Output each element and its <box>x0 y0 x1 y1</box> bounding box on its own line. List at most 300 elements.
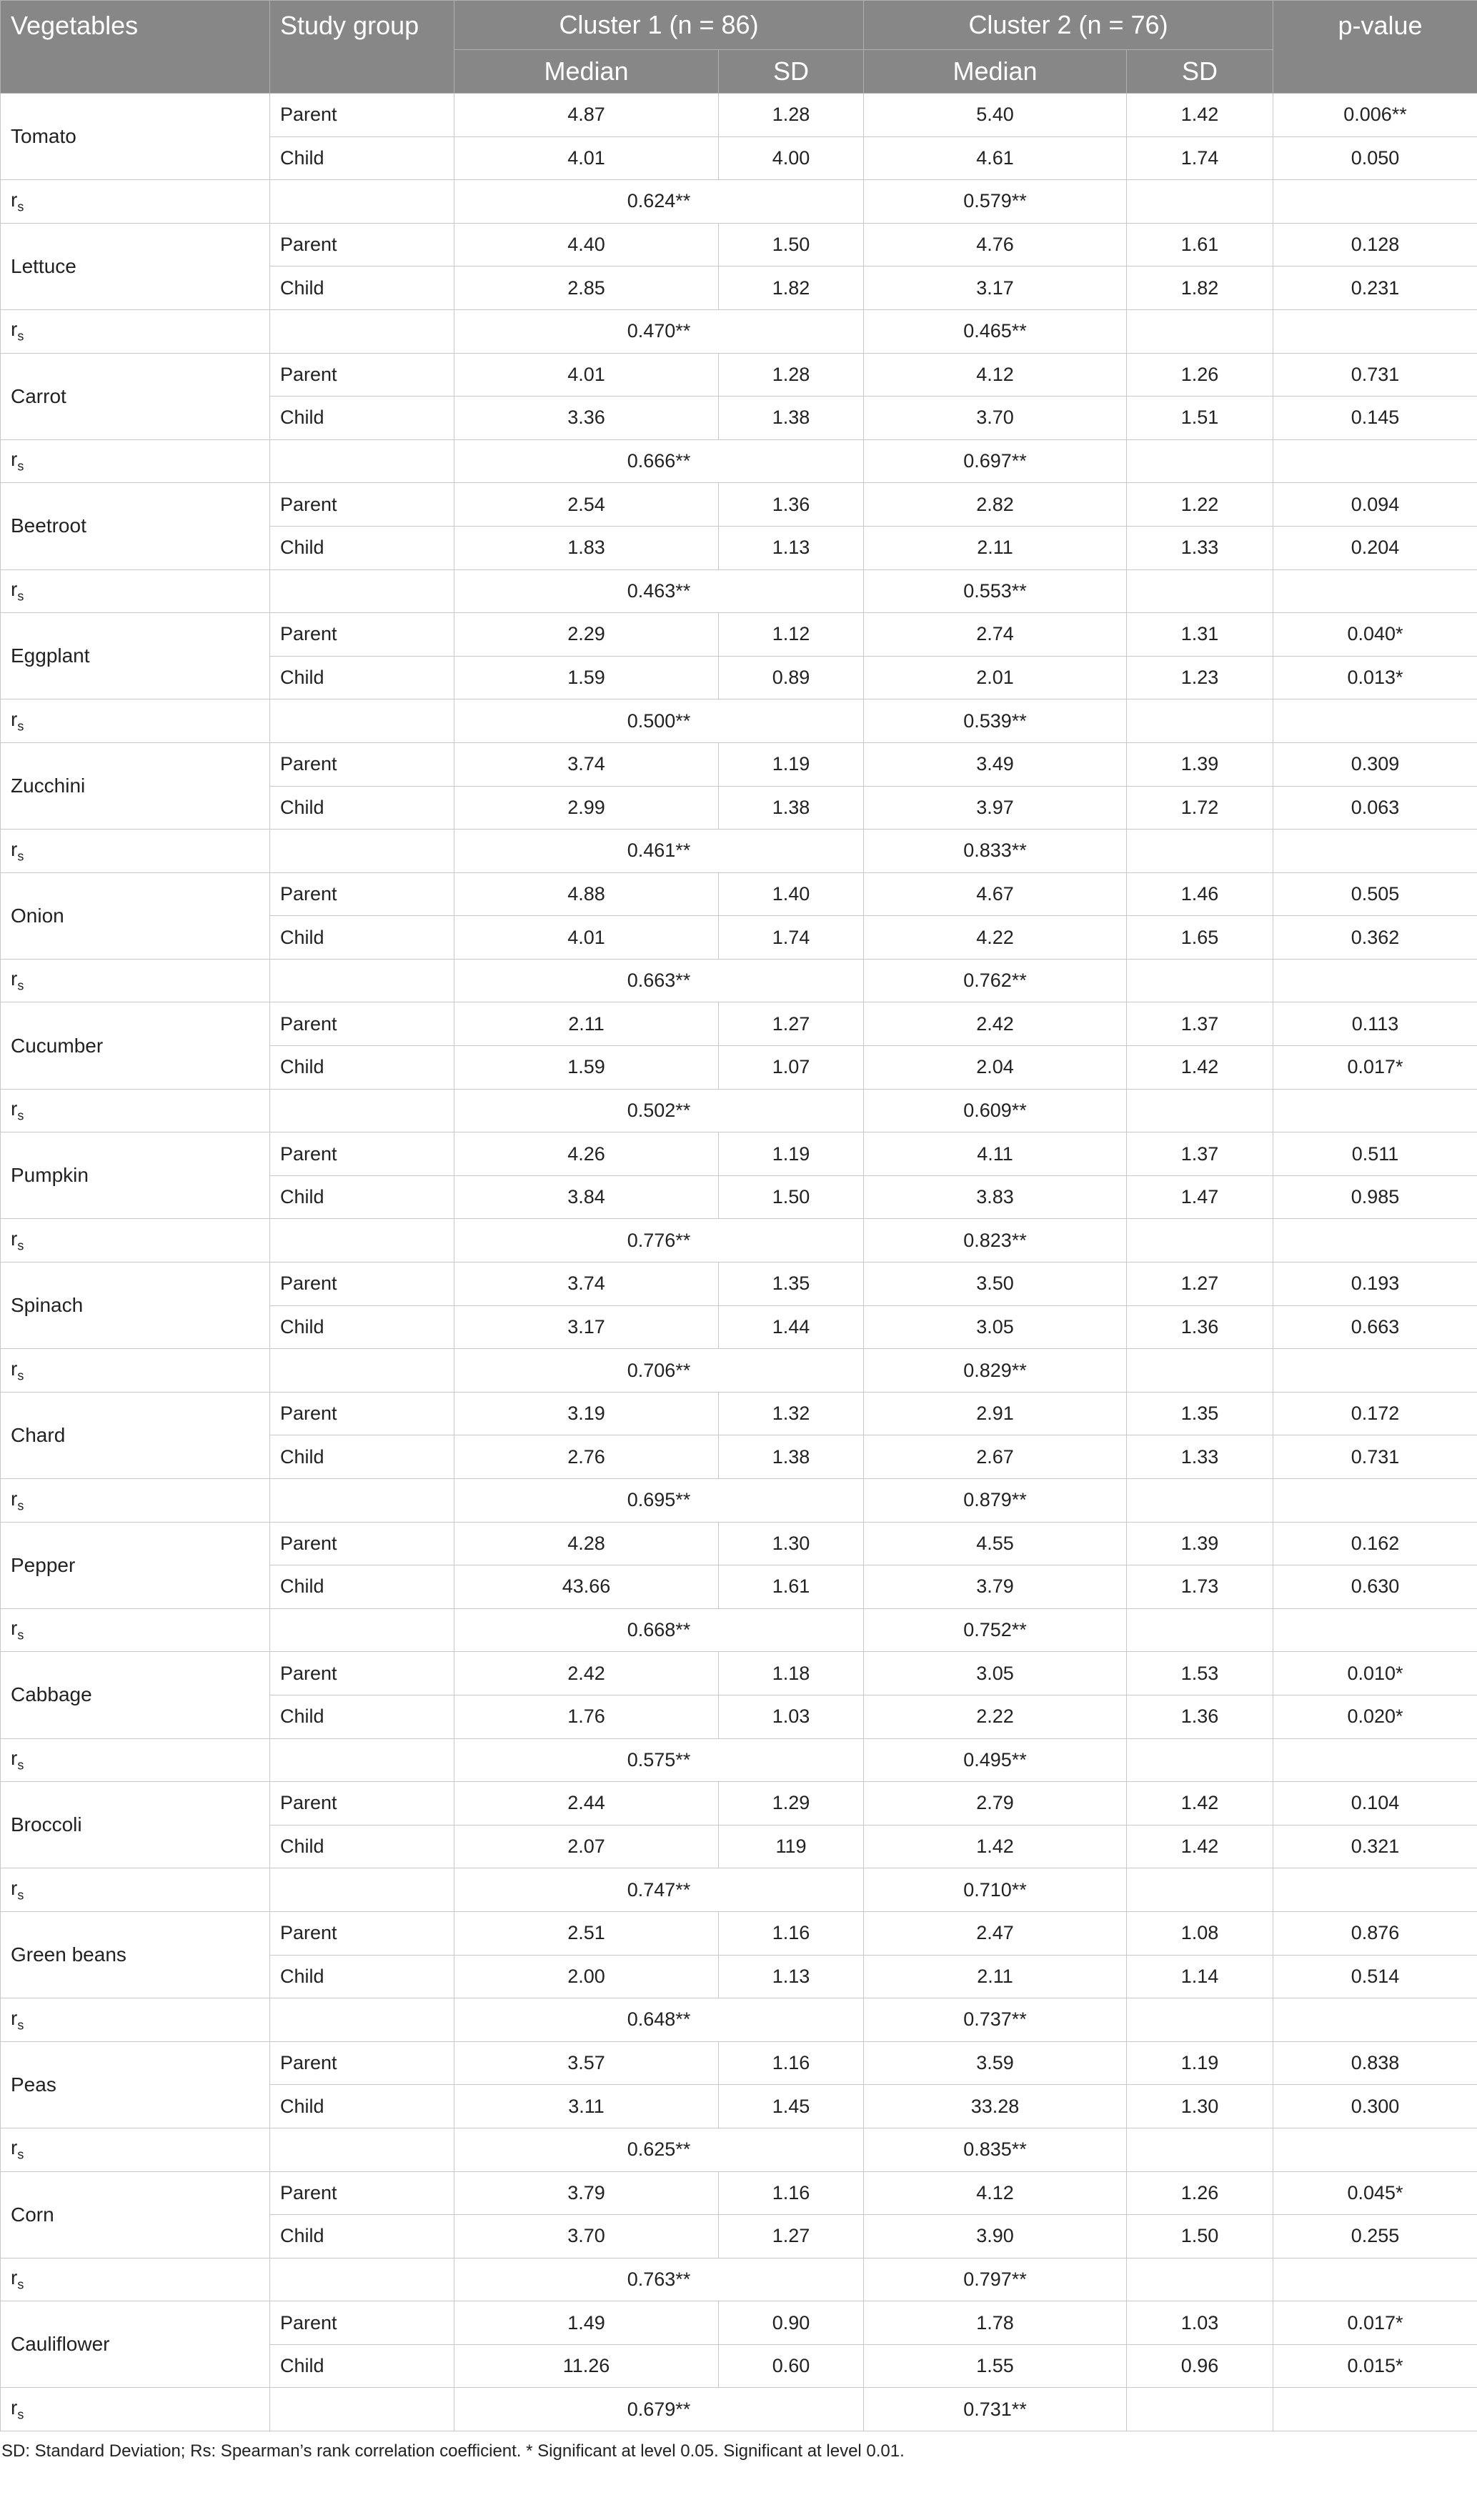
cluster1-sd: 1.28 <box>719 353 864 397</box>
cluster2-rs: 0.731** <box>864 2388 1127 2431</box>
vegetable-name: Spinach <box>1 1263 270 1349</box>
rs-symbol <box>11 1876 24 1903</box>
empty-cell <box>270 439 454 483</box>
rs-subscript: s <box>17 589 24 604</box>
cluster1-sd: 1.74 <box>719 916 864 960</box>
cluster2-sd: 1.65 <box>1127 916 1273 960</box>
table-body <box>1 94 1477 2431</box>
cluster2-median: 4.11 <box>864 1132 1127 1176</box>
empty-cell <box>1127 830 1273 873</box>
p-value: 0.020* <box>1273 1695 1477 1738</box>
empty-cell <box>270 2258 454 2301</box>
cluster2-sd: 1.42 <box>1127 1825 1273 1868</box>
empty-cell <box>270 959 454 1002</box>
study-group: Child <box>270 1175 454 1219</box>
cluster1-median: 3.36 <box>454 397 719 440</box>
cluster1-sd: 1.27 <box>719 2215 864 2258</box>
cluster2-median: 3.90 <box>864 2215 1127 2258</box>
cluster2-rs: 0.752** <box>864 1608 1127 1652</box>
rs-label <box>1 569 270 613</box>
rs-row <box>1 1219 1477 1263</box>
rs-subscript: s <box>17 1498 24 1513</box>
empty-cell <box>1127 439 1273 483</box>
study-group: Parent <box>270 1392 454 1435</box>
empty-cell <box>1273 1738 1477 1782</box>
table-row <box>1 1392 1477 1435</box>
cluster2-rs: 0.553** <box>864 569 1127 613</box>
cluster1-rs: 0.763** <box>454 2258 864 2301</box>
cluster2-sd: 1.22 <box>1127 483 1273 527</box>
cluster2-median: 4.67 <box>864 872 1127 916</box>
cluster1-median: 4.01 <box>454 353 719 397</box>
cluster2-median: 2.67 <box>864 1435 1127 1479</box>
cluster2-rs: 0.835** <box>864 2128 1127 2171</box>
p-value: 0.050 <box>1273 136 1477 180</box>
p-value: 0.040* <box>1273 613 1477 657</box>
cluster1-sd: 1.45 <box>719 2085 864 2128</box>
empty-cell <box>270 309 454 353</box>
rs-symbol <box>11 1097 24 1123</box>
cluster1-sd: 4.00 <box>719 136 864 180</box>
rs-label <box>1 2258 270 2301</box>
rs-letter: r <box>11 1617 18 1640</box>
cluster1-sd: 0.90 <box>719 2301 864 2345</box>
rs-label <box>1 1089 270 1132</box>
empty-cell <box>1273 439 1477 483</box>
table-row <box>1 742 1477 786</box>
empty-cell <box>1127 2388 1273 2431</box>
empty-cell <box>1127 1998 1273 2042</box>
rs-label <box>1 1219 270 1263</box>
vegetable-name: Eggplant <box>1 613 270 699</box>
rs-letter: r <box>11 1227 18 1250</box>
cluster1-median: 2.42 <box>454 1652 719 1695</box>
cluster1-rs: 0.663** <box>454 959 864 1002</box>
study-group: Child <box>270 1305 454 1349</box>
cluster2-median: 3.17 <box>864 267 1127 310</box>
study-group: Child <box>270 1695 454 1738</box>
empty-cell <box>270 2388 454 2431</box>
p-value: 0.045* <box>1273 2171 1477 2215</box>
cluster1-median: 3.17 <box>454 1305 719 1349</box>
header-cluster1-sd: SD <box>719 50 864 94</box>
cluster1-sd: 0.60 <box>719 2344 864 2388</box>
cluster2-median: 3.70 <box>864 397 1127 440</box>
rs-letter: r <box>11 1487 18 1510</box>
cluster2-median: 33.28 <box>864 2085 1127 2128</box>
cluster2-median: 2.01 <box>864 656 1127 699</box>
cluster2-median: 2.91 <box>864 1392 1127 1435</box>
table-row <box>1 1132 1477 1176</box>
cluster2-sd: 1.61 <box>1127 223 1273 267</box>
cluster2-sd: 1.27 <box>1127 1263 1273 1306</box>
cluster2-median: 4.12 <box>864 353 1127 397</box>
header-cluster1-median: Median <box>454 50 719 94</box>
empty-cell <box>1127 959 1273 1002</box>
cluster1-sd: 1.27 <box>719 1002 864 1046</box>
cluster2-sd: 1.50 <box>1127 2215 1273 2258</box>
cluster2-sd: 1.42 <box>1127 94 1273 137</box>
table-row <box>1 613 1477 657</box>
cluster2-rs: 0.579** <box>864 180 1127 224</box>
cluster1-sd: 0.89 <box>719 656 864 699</box>
empty-cell <box>1127 1349 1273 1393</box>
rs-letter: r <box>11 2396 18 2419</box>
study-group: Parent <box>270 742 454 786</box>
rs-label <box>1 830 270 873</box>
cluster2-sd: 1.51 <box>1127 397 1273 440</box>
empty-cell <box>270 2128 454 2171</box>
cluster1-sd: 1.44 <box>719 1305 864 1349</box>
p-value: 0.731 <box>1273 1435 1477 1479</box>
cluster1-median: 2.76 <box>454 1435 719 1479</box>
cluster1-median: 4.26 <box>454 1132 719 1176</box>
empty-cell <box>1127 569 1273 613</box>
p-value: 0.362 <box>1273 916 1477 960</box>
rs-symbol <box>11 578 24 604</box>
rs-symbol <box>11 1357 24 1383</box>
empty-cell <box>270 1349 454 1393</box>
cluster2-rs: 0.879** <box>864 1479 1127 1523</box>
rs-row <box>1 1998 1477 2042</box>
rs-label <box>1 309 270 353</box>
cluster1-median: 2.00 <box>454 1955 719 1998</box>
study-group: Child <box>270 2215 454 2258</box>
cluster1-rs: 0.500** <box>454 699 864 743</box>
empty-cell <box>1273 180 1477 224</box>
study-group: Child <box>270 2085 454 2128</box>
study-group: Parent <box>270 1522 454 1565</box>
cluster1-sd: 1.82 <box>719 267 864 310</box>
p-value: 0.321 <box>1273 1825 1477 1868</box>
cluster1-rs: 0.648** <box>454 1998 864 2042</box>
cluster1-rs: 0.776** <box>454 1219 864 1263</box>
rs-subscript: s <box>17 1238 24 1253</box>
cluster2-median: 1.55 <box>864 2344 1127 2388</box>
table-row <box>1 1911 1477 1955</box>
rs-letter: r <box>11 1097 18 1120</box>
rs-letter: r <box>11 318 18 341</box>
study-group: Child <box>270 397 454 440</box>
cluster1-median: 1.59 <box>454 1046 719 1090</box>
rs-row <box>1 2388 1477 2431</box>
cluster2-sd: 1.08 <box>1127 1911 1273 1955</box>
vegetable-name: Onion <box>1 872 270 959</box>
rs-symbol <box>11 318 24 344</box>
empty-cell <box>270 180 454 224</box>
empty-cell <box>1273 309 1477 353</box>
table-row <box>1 94 1477 137</box>
cluster2-rs: 0.797** <box>864 2258 1127 2301</box>
cluster2-sd: 1.33 <box>1127 1435 1273 1479</box>
study-group: Child <box>270 916 454 960</box>
cluster1-rs: 0.624** <box>454 180 864 224</box>
empty-cell <box>270 699 454 743</box>
vegetable-name: Broccoli <box>1 1782 270 1868</box>
cluster1-median: 3.84 <box>454 1175 719 1219</box>
cluster2-sd: 1.72 <box>1127 786 1273 830</box>
p-value: 0.731 <box>1273 353 1477 397</box>
study-group: Child <box>270 656 454 699</box>
cluster1-sd: 1.28 <box>719 94 864 137</box>
empty-cell <box>270 1219 454 1263</box>
cluster1-rs: 0.666** <box>454 439 864 483</box>
rs-subscript: s <box>17 1758 24 1773</box>
cluster1-median: 11.26 <box>454 2344 719 2388</box>
rs-subscript: s <box>17 199 24 214</box>
empty-cell <box>270 1608 454 1652</box>
empty-cell <box>1273 1219 1477 1263</box>
rs-symbol <box>11 707 24 734</box>
cluster1-sd: 1.19 <box>719 1132 864 1176</box>
cluster2-sd: 1.53 <box>1127 1652 1273 1695</box>
p-value: 0.145 <box>1273 397 1477 440</box>
table-row <box>1 2171 1477 2215</box>
rs-row <box>1 309 1477 353</box>
p-value: 0.017* <box>1273 2301 1477 2345</box>
cluster2-rs: 0.833** <box>864 830 1127 873</box>
p-value: 0.063 <box>1273 786 1477 830</box>
study-group: Child <box>270 1955 454 1998</box>
cluster1-rs: 0.463** <box>454 569 864 613</box>
rs-symbol <box>11 1617 24 1643</box>
rs-letter: r <box>11 2136 18 2159</box>
rs-label <box>1 439 270 483</box>
rs-letter: r <box>11 1747 18 1770</box>
study-group: Child <box>270 2344 454 2388</box>
rs-subscript: s <box>17 1888 24 1903</box>
empty-cell <box>1127 699 1273 743</box>
cluster2-sd: 1.33 <box>1127 526 1273 569</box>
rs-letter: r <box>11 448 18 471</box>
table-footnote: SD: Standard Deviation; Rs: Spearman’s rank correlation coefficient. * Significant at level 0.05. Significant at level 0.01. <box>1 2441 905 2461</box>
cluster2-sd: 1.30 <box>1127 2085 1273 2128</box>
cluster1-rs: 0.668** <box>454 1608 864 1652</box>
cluster1-median: 4.28 <box>454 1522 719 1565</box>
cluster1-sd: 1.38 <box>719 397 864 440</box>
study-group: Parent <box>270 1911 454 1955</box>
p-value: 0.172 <box>1273 1392 1477 1435</box>
cluster1-median: 1.83 <box>454 526 719 569</box>
cluster2-sd: 1.82 <box>1127 267 1273 310</box>
cluster1-rs: 0.747** <box>454 1868 864 1912</box>
cluster1-median: 4.87 <box>454 94 719 137</box>
rs-label <box>1 1998 270 2042</box>
cluster1-median: 3.74 <box>454 742 719 786</box>
empty-cell <box>1273 1868 1477 1912</box>
table-row <box>1 1652 1477 1695</box>
cluster2-sd: 1.36 <box>1127 1695 1273 1738</box>
cluster2-median: 4.12 <box>864 2171 1127 2215</box>
cluster2-median: 3.05 <box>864 1305 1127 1349</box>
p-value: 0.162 <box>1273 1522 1477 1565</box>
empty-cell <box>270 830 454 873</box>
cluster1-sd: 1.13 <box>719 526 864 569</box>
rs-symbol <box>11 837 24 864</box>
p-value: 0.838 <box>1273 2041 1477 2085</box>
cluster1-rs: 0.575** <box>454 1738 864 1782</box>
table-row <box>1 872 1477 916</box>
vegetable-name: Lettuce <box>1 223 270 309</box>
cluster1-sd: 1.29 <box>719 1782 864 1826</box>
rs-symbol <box>11 2136 24 2162</box>
rs-label <box>1 1479 270 1523</box>
table-row <box>1 2301 1477 2345</box>
empty-cell <box>1273 2128 1477 2171</box>
cluster2-median: 1.42 <box>864 1825 1127 1868</box>
rs-row <box>1 1349 1477 1393</box>
p-value: 0.985 <box>1273 1175 1477 1219</box>
cluster2-sd: 1.36 <box>1127 1305 1273 1349</box>
p-value: 0.300 <box>1273 2085 1477 2128</box>
rs-symbol <box>11 448 24 474</box>
rs-letter: r <box>11 2266 18 2289</box>
cluster1-median: 2.44 <box>454 1782 719 1826</box>
cluster1-rs: 0.625** <box>454 2128 864 2171</box>
cluster2-sd: 1.39 <box>1127 1522 1273 1565</box>
cluster2-median: 2.47 <box>864 1911 1127 1955</box>
rs-label <box>1 1868 270 1912</box>
vegetable-name: Cauliflower <box>1 2301 270 2388</box>
cluster1-median: 3.74 <box>454 1263 719 1306</box>
rs-symbol <box>11 1747 24 1773</box>
cluster1-median: 3.19 <box>454 1392 719 1435</box>
empty-cell <box>1273 1608 1477 1652</box>
rs-row <box>1 1738 1477 1782</box>
rs-row <box>1 699 1477 743</box>
rs-symbol <box>11 967 24 993</box>
cluster1-rs: 0.470** <box>454 309 864 353</box>
cluster1-sd: 1.16 <box>719 2041 864 2085</box>
empty-cell <box>1273 830 1477 873</box>
rs-subscript: s <box>17 2018 24 2033</box>
cluster2-median: 2.82 <box>864 483 1127 527</box>
table-row <box>1 353 1477 397</box>
study-group: Parent <box>270 1263 454 1306</box>
p-value: 0.006** <box>1273 94 1477 137</box>
cluster2-rs: 0.737** <box>864 1998 1127 2042</box>
cluster1-sd: 1.61 <box>719 1565 864 1609</box>
rs-row <box>1 1608 1477 1652</box>
p-value: 0.204 <box>1273 526 1477 569</box>
cluster1-median: 3.57 <box>454 2041 719 2085</box>
study-group: Parent <box>270 613 454 657</box>
cluster1-median: 2.85 <box>454 267 719 310</box>
table-row <box>1 2041 1477 2085</box>
cluster2-sd: 1.73 <box>1127 1565 1273 1609</box>
rs-subscript: s <box>17 978 24 993</box>
rs-label <box>1 699 270 743</box>
cluster1-median: 1.49 <box>454 2301 719 2345</box>
p-value: 0.017* <box>1273 1046 1477 1090</box>
p-value: 0.013* <box>1273 656 1477 699</box>
empty-cell <box>1273 959 1477 1002</box>
rs-symbol <box>11 2266 24 2292</box>
empty-cell <box>1127 1608 1273 1652</box>
study-group: Child <box>270 526 454 569</box>
cluster1-sd: 1.18 <box>719 1652 864 1695</box>
rs-symbol <box>11 1487 24 1513</box>
cluster2-median: 4.76 <box>864 223 1127 267</box>
p-value: 0.876 <box>1273 1911 1477 1955</box>
empty-cell <box>1127 1868 1273 1912</box>
rs-label <box>1 2388 270 2431</box>
p-value: 0.630 <box>1273 1565 1477 1609</box>
p-value: 0.015* <box>1273 2344 1477 2388</box>
cluster2-median: 3.50 <box>864 1263 1127 1306</box>
rs-subscript: s <box>17 2277 24 2292</box>
cluster2-sd: 1.37 <box>1127 1132 1273 1176</box>
cluster2-median: 3.05 <box>864 1652 1127 1695</box>
cluster2-median: 2.79 <box>864 1782 1127 1826</box>
empty-cell <box>1273 1479 1477 1523</box>
header-cluster1: Cluster 1 (n = 86) <box>454 1 864 50</box>
vegetable-name: Chard <box>1 1392 270 1478</box>
study-group: Parent <box>270 94 454 137</box>
vegetable-name: Green beans <box>1 1911 270 1998</box>
rs-subscript: s <box>17 849 24 864</box>
cluster1-sd: 119 <box>719 1825 864 1868</box>
study-group: Child <box>270 1825 454 1868</box>
study-group: Parent <box>270 1002 454 1046</box>
cluster2-median: 1.78 <box>864 2301 1127 2345</box>
empty-cell <box>1127 1479 1273 1523</box>
rs-letter: r <box>11 837 18 860</box>
empty-cell <box>1127 1738 1273 1782</box>
p-value: 0.128 <box>1273 223 1477 267</box>
cluster1-median: 4.01 <box>454 916 719 960</box>
cluster2-median: 3.83 <box>864 1175 1127 1219</box>
empty-cell <box>1273 2388 1477 2431</box>
rs-subscript: s <box>17 2148 24 2162</box>
cluster1-sd: 1.16 <box>719 1911 864 1955</box>
cluster1-median: 43.66 <box>454 1565 719 1609</box>
rs-row <box>1 569 1477 613</box>
header-cluster2-sd: SD <box>1127 50 1273 94</box>
rs-row <box>1 439 1477 483</box>
cluster2-median: 2.74 <box>864 613 1127 657</box>
cluster2-median: 4.55 <box>864 1522 1127 1565</box>
rs-label <box>1 1738 270 1782</box>
empty-cell <box>1273 1089 1477 1132</box>
vegetable-name: Tomato <box>1 94 270 180</box>
cluster2-median: 3.97 <box>864 786 1127 830</box>
cluster2-median: 4.22 <box>864 916 1127 960</box>
cluster1-median: 1.76 <box>454 1695 719 1738</box>
vegetable-name: Pepper <box>1 1522 270 1608</box>
empty-cell <box>270 1479 454 1523</box>
cluster2-rs: 0.823** <box>864 1219 1127 1263</box>
cluster2-median: 3.59 <box>864 2041 1127 2085</box>
cluster1-sd: 1.36 <box>719 483 864 527</box>
p-value: 0.309 <box>1273 742 1477 786</box>
study-group: Parent <box>270 1652 454 1695</box>
empty-cell <box>1273 1349 1477 1393</box>
cluster1-sd: 1.50 <box>719 1175 864 1219</box>
empty-cell <box>1273 699 1477 743</box>
cluster1-median: 4.88 <box>454 872 719 916</box>
cluster2-sd: 1.47 <box>1127 1175 1273 1219</box>
cluster2-sd: 1.46 <box>1127 872 1273 916</box>
empty-cell <box>270 1738 454 1782</box>
cluster1-rs: 0.461** <box>454 830 864 873</box>
empty-cell <box>1127 2128 1273 2171</box>
study-group: Child <box>270 136 454 180</box>
table-row <box>1 1002 1477 1046</box>
cluster1-median: 4.40 <box>454 223 719 267</box>
study-group: Parent <box>270 872 454 916</box>
rs-row <box>1 959 1477 1002</box>
